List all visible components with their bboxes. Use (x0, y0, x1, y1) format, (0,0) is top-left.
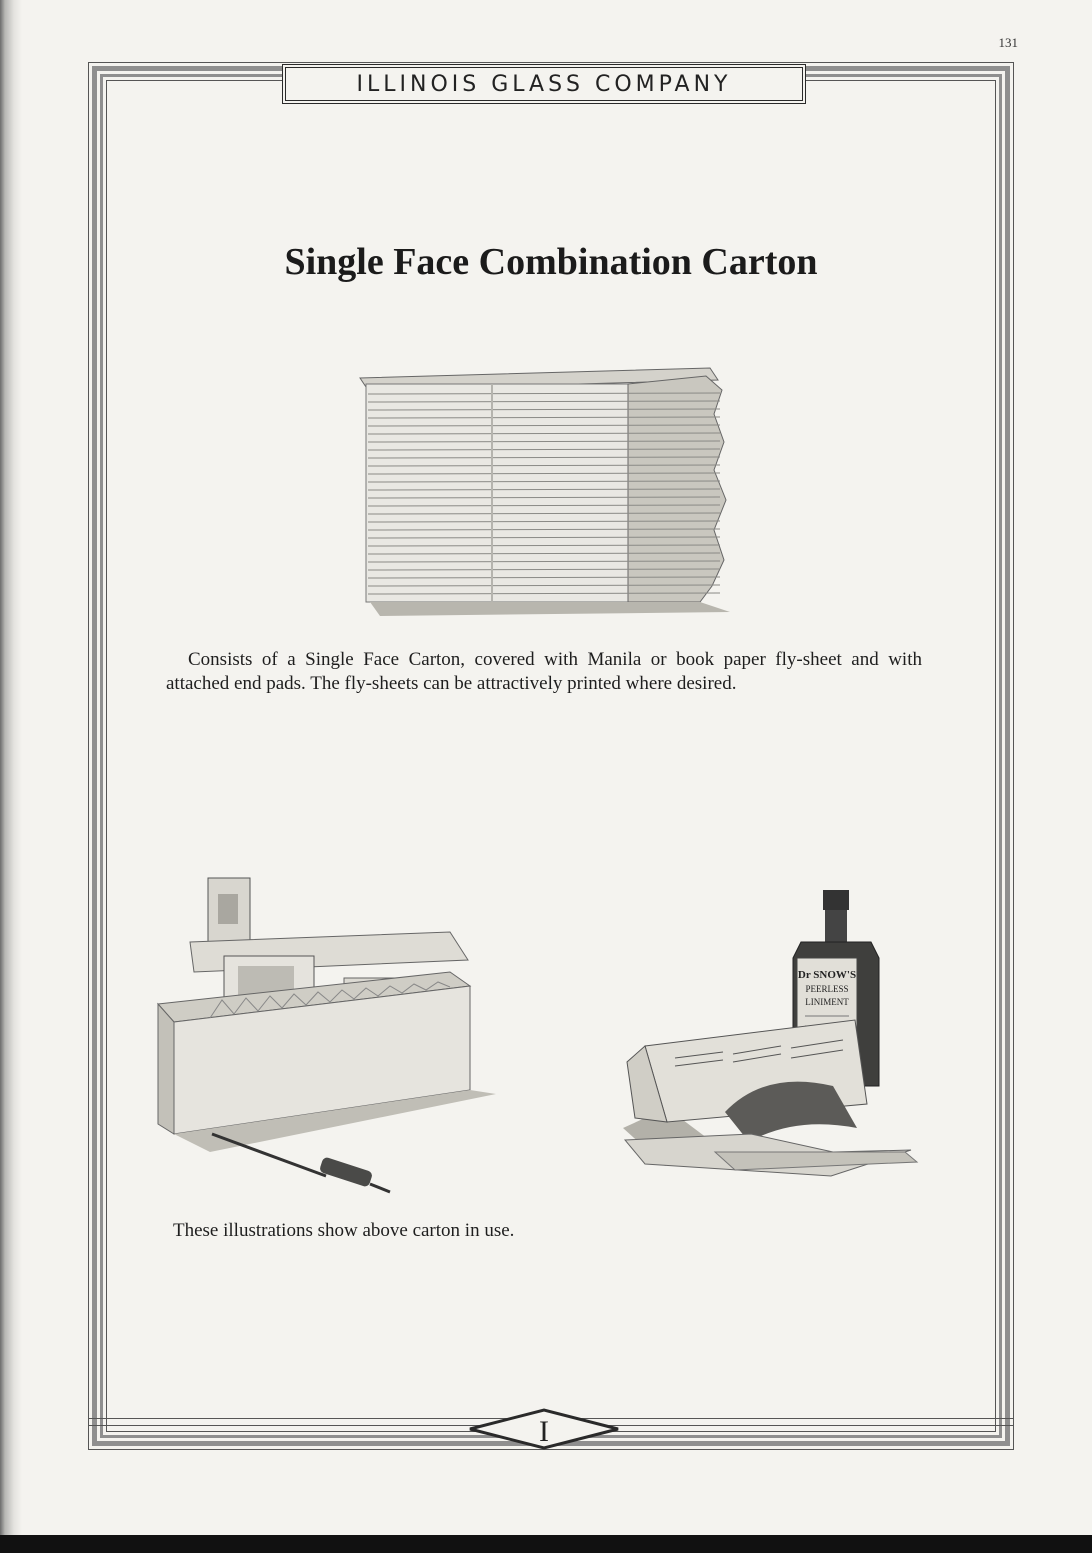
page-title: Single Face Combination Carton (284, 241, 818, 283)
bottle-in-carton-illustration (605, 890, 940, 1205)
diamond-i-logo (466, 1408, 622, 1450)
company-name: ILLINOIS GLASS COMPANY (356, 71, 732, 97)
scan-shadow-left (0, 0, 22, 1553)
bottle-label-line-1: Dr SNOW'S (797, 969, 857, 981)
bottle-label-line-2: PEERLESS (805, 984, 849, 994)
description-text: Consists of a Single Face Carton, covered with Manila or book paper fly-sheet and with attached end pads. The fly-sheets can be attractively printed where desired. (166, 649, 922, 694)
carton-box-with-tool-illustration (150, 872, 510, 1202)
header-plate (282, 64, 806, 104)
illustration-caption: These illustrations show above carton in use. (173, 1220, 515, 1241)
carton-stack-illustration (350, 350, 740, 622)
scan-edge-bottom (0, 1535, 1092, 1553)
page-number: 131 (998, 35, 1018, 50)
bottle-label-line-3: LINIMENT (805, 997, 849, 1007)
logo-letter: I (539, 1415, 549, 1448)
